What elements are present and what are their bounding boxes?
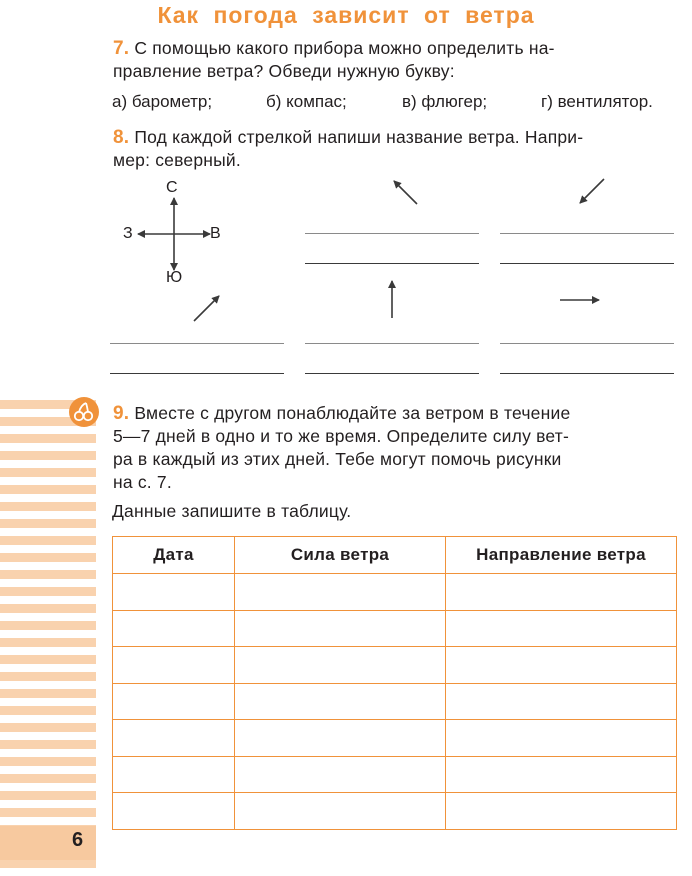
answer-line[interactable]	[305, 343, 479, 344]
arrow-north	[380, 276, 404, 322]
question-9-text	[113, 402, 683, 494]
date-cell[interactable]	[113, 720, 235, 757]
arrow-north-west	[380, 170, 430, 215]
answer-line[interactable]	[110, 343, 284, 344]
wind-strength-cell[interactable]	[235, 756, 446, 793]
question-8-line1: Под каждой стрелкой напиши название ветра. Напри-	[134, 127, 584, 147]
wind-strength-cell[interactable]	[235, 720, 446, 757]
wind-strength-cell[interactable]	[235, 647, 446, 684]
table-body	[113, 574, 677, 830]
date-cell[interactable]	[113, 793, 235, 830]
page-number: 6	[72, 829, 84, 851]
option-d[interactable]: г) вентилятор.	[541, 92, 653, 111]
question-9-number: 9.	[113, 403, 130, 424]
answer-line[interactable]	[305, 263, 479, 264]
wind-strength-cell[interactable]	[235, 793, 446, 830]
decorative-stripes	[0, 400, 96, 870]
wind-direction-cell[interactable]	[446, 756, 677, 793]
table-row	[113, 610, 677, 647]
header-wind-direction: Направление ветра	[446, 537, 677, 574]
compass-south-label: Ю	[166, 269, 183, 286]
answer-line[interactable]	[110, 373, 284, 374]
compass-east-label: В	[210, 225, 221, 242]
date-cell[interactable]	[113, 756, 235, 793]
option-a[interactable]: а) барометр;	[112, 92, 213, 111]
question-7-text	[113, 37, 683, 83]
wind-direction-cell[interactable]	[446, 574, 677, 611]
date-cell[interactable]	[113, 574, 235, 611]
date-cell[interactable]	[113, 683, 235, 720]
question-9-line4: на с. 7.	[113, 472, 172, 492]
wind-strength-cell[interactable]	[235, 683, 446, 720]
question-8-text	[113, 126, 683, 172]
option-b[interactable]: б) компас;	[266, 92, 347, 111]
answer-line[interactable]	[500, 233, 674, 234]
wind-direction-cell[interactable]	[446, 647, 677, 684]
answer-line[interactable]	[500, 343, 674, 344]
question-7-line1: С помощью какого прибора можно определить на-	[134, 38, 555, 58]
table-row	[113, 720, 677, 757]
table-row	[113, 647, 677, 684]
answer-line[interactable]	[305, 373, 479, 374]
wind-strength-cell[interactable]	[235, 610, 446, 647]
table-row	[113, 793, 677, 830]
question-8-line2: мер: северный.	[113, 150, 241, 170]
question-7-line2: правление ветра? Обведи нужную букву:	[113, 61, 455, 81]
wind-direction-cell[interactable]	[446, 720, 677, 757]
compass-west-label: З	[123, 225, 133, 242]
header-date: Дата	[113, 537, 235, 574]
table-row	[113, 756, 677, 793]
question-8-number: 8.	[113, 127, 130, 148]
arrow-south-west	[570, 170, 615, 215]
question-9-line2: 5—7 дней в одно и то же время. Определите силу вет-	[113, 426, 569, 446]
question-7-number: 7.	[113, 38, 130, 59]
date-cell[interactable]	[113, 647, 235, 684]
page-title: Как погода зависит от ветра	[157, 2, 535, 28]
table-row	[113, 683, 677, 720]
answer-line[interactable]	[500, 263, 674, 264]
wind-table	[112, 536, 677, 830]
arrow-north-east	[186, 288, 231, 328]
option-c[interactable]: в) флюгер;	[402, 92, 488, 111]
table-instruction: Данные запишите в таблицу.	[112, 501, 352, 521]
table-row	[113, 574, 677, 611]
wind-direction-cell[interactable]	[446, 683, 677, 720]
wind-direction-cell[interactable]	[446, 610, 677, 647]
header-wind-strength: Сила ветра	[235, 537, 446, 574]
answer-line[interactable]	[305, 233, 479, 234]
question-9-line3: ра в каждый из этих дней. Тебе могут помочь рисунки	[113, 449, 562, 469]
answer-line[interactable]	[500, 373, 674, 374]
question-9-line1: Вместе с другом понаблюдайте за ветром в течение	[134, 403, 571, 423]
pair-work-icon	[69, 397, 99, 427]
arrow-east	[556, 290, 604, 310]
date-cell[interactable]	[113, 610, 235, 647]
wind-strength-cell[interactable]	[235, 574, 446, 611]
compass-north-label: С	[166, 179, 178, 196]
wind-direction-cell[interactable]	[446, 793, 677, 830]
